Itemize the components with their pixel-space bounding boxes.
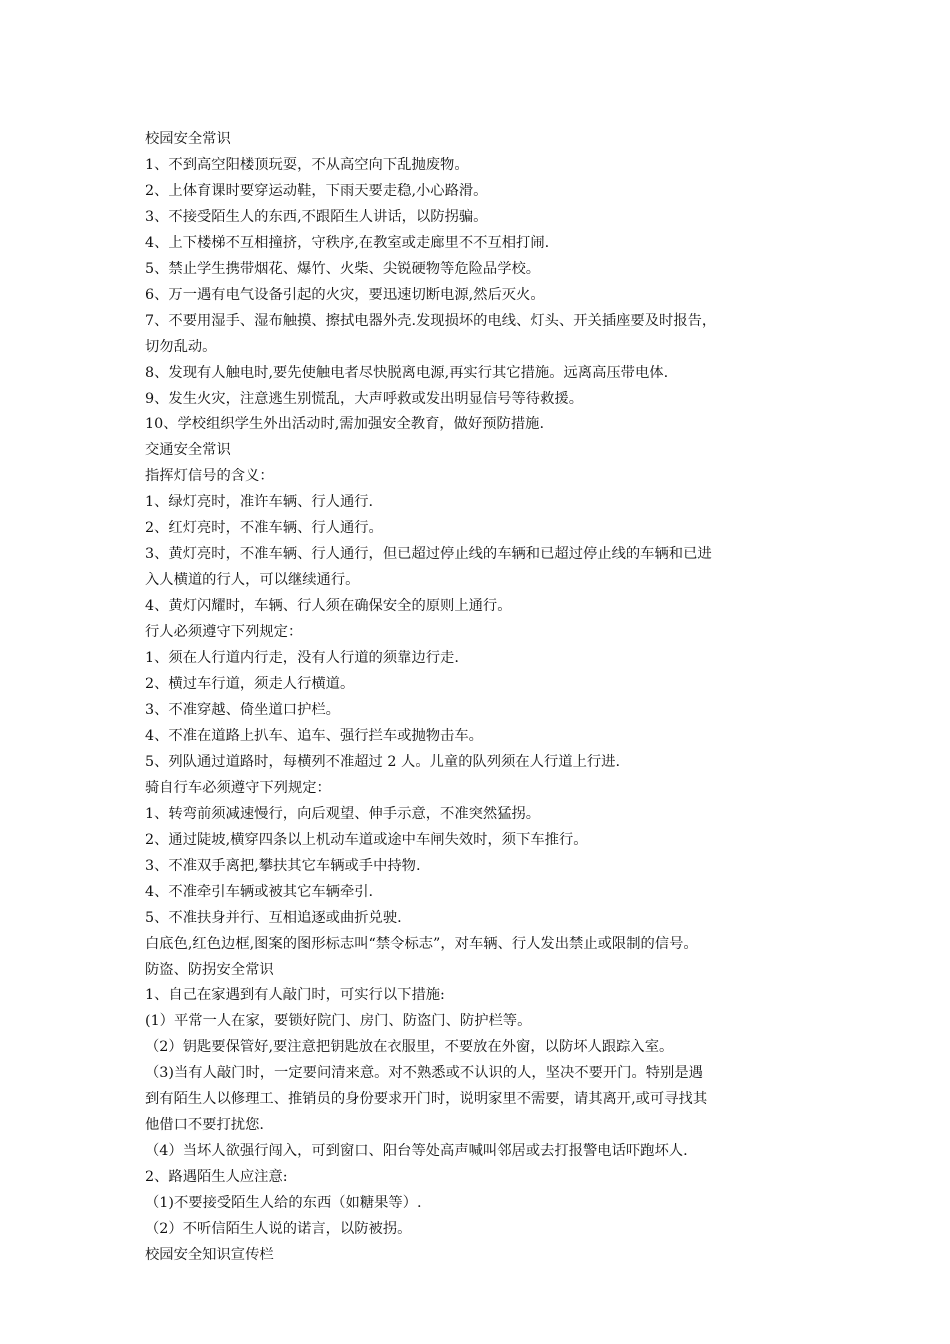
paragraph-line: 白底色,红色边框,图案的图形标志叫“禁令标志”，对车辆、行人发出禁止或限制的信号。 bbox=[145, 935, 698, 952]
paragraph-line: 1、须在人行道内行走，没有人行道的须靠边行走. bbox=[145, 650, 459, 667]
paragraph-line: 2、横过车行道，须走人行横道。 bbox=[145, 676, 355, 693]
paragraph-line: 2、上体育课时要穿运动鞋，下雨天要走稳,小心路滑。 bbox=[145, 182, 488, 199]
paragraph-line: 4、黄灯闪耀时，车辆、行人须在确保安全的原则上通行。 bbox=[145, 598, 512, 615]
paragraph-line: 5、列队通过道路时，每横列不准超过 2 人。儿童的队列须在人行道上行进. bbox=[145, 753, 621, 770]
paragraph-line: 1、不到高空阳楼顶玩耍，不从高空向下乱抛废物。 bbox=[145, 156, 469, 173]
subheading-cyclist-rules: 骑自行车必须遵守下列规定： bbox=[145, 779, 331, 796]
paragraph-line: 3、不接受陌生人的东西,不跟陌生人讲话，以防拐骗。 bbox=[145, 208, 488, 225]
paragraph-line: 2、路遇陌生人应注意: bbox=[145, 1169, 288, 1186]
paragraph-line: 入人横道的行人，可以继续通行。 bbox=[145, 572, 360, 589]
paragraph-line: (1）平常一人在家，要锁好院门、房门、防盗门、防护栏等。 bbox=[145, 1013, 532, 1030]
paragraph-line: 5、不准扶身并行、互相追逐或曲折兑驶. bbox=[145, 909, 402, 926]
paragraph-line: 他借口不要打扰您. bbox=[145, 1117, 264, 1134]
subheading-pedestrian-rules: 行人必须遵守下列规定： bbox=[145, 624, 303, 641]
subheading-signal-lights: 指挥灯信号的含义： bbox=[145, 468, 274, 485]
paragraph-line: 3、不准双手离把,攀扶其它车辆或手中持物. bbox=[145, 857, 421, 874]
paragraph-line: 8、发现有人触电时,要先使触电者尽快脱离电源,再实行其它措施。远离高压带电体. bbox=[145, 364, 669, 381]
section-title-bulletin: 校园安全知识宣传栏 bbox=[145, 1246, 274, 1263]
paragraph-line: 7、不要用湿手、湿布触摸、擦拭电器外壳.发现损坏的电线、灯头、开关插座要及时报告， bbox=[145, 312, 717, 329]
paragraph-line: 10、学校组织学生外出活动时,需加强安全教育，做好预防措施. bbox=[145, 416, 544, 433]
paragraph-line: 切勿乱动。 bbox=[145, 338, 217, 355]
paragraph-line: 9、发生火灾，注意逃生别慌乱，大声呼救或发出明显信号等待救援。 bbox=[145, 390, 583, 407]
paragraph-line: 3、不准穿越、倚坐道口护栏。 bbox=[145, 701, 340, 718]
paragraph-line: 6、万一遇有电气设备引起的火灾，要迅速切断电源,然后灭火。 bbox=[145, 286, 545, 303]
paragraph-line: 4、上下楼梯不互相撞挤，守秩序,在教室或走廊里不不互相打闹. bbox=[145, 234, 550, 251]
paragraph-line: 2、红灯亮时，不准车辆、行人通行。 bbox=[145, 520, 383, 537]
paragraph-line: （2）钥匙要保管好,要注意把钥匙放在衣服里，不要放在外窗，以防坏人跟踪入室。 bbox=[145, 1039, 674, 1056]
paragraph-line: 3、黄灯亮时，不准车辆、行人通行，但已超过停止线的车辆和已超过停止线的车辆和已进 bbox=[145, 546, 712, 563]
paragraph-line: （4）当坏人欲强行闯入，可到窗口、阳台等处高声喊叫邻居或去打报警电话吓跑坏人. bbox=[145, 1143, 688, 1160]
paragraph-line: （2）不听信陌生人说的诺言，以防被拐。 bbox=[145, 1221, 412, 1238]
paragraph-line: 5、禁止学生携带烟花、爆竹、火柴、尖锐硬物等危险品学校。 bbox=[145, 260, 541, 277]
paragraph-line: （3)当有人敲门时，一定要问清来意。对不熟悉或不认识的人，坚决不要开门。特别是遇 bbox=[145, 1065, 703, 1082]
paragraph-line: 4、不准在道路上扒车、追车、强行拦车或抛物击车。 bbox=[145, 727, 483, 744]
paragraph-line: 2、通过陡坡,横穿四条以上机动车道或途中车闸失效时，须下车推行。 bbox=[145, 831, 588, 848]
paragraph-line: 1、绿灯亮时，准许车辆、行人通行. bbox=[145, 494, 374, 511]
paragraph-line: 4、不准牵引车辆或被其它车辆牵引. bbox=[145, 883, 374, 900]
section-title-traffic-safety: 交通安全常识 bbox=[145, 442, 231, 459]
section-title-anti-theft: 防盗、防拐安全常识 bbox=[145, 961, 274, 978]
paragraph-line: 1、自己在家遇到有人敲门时，可实行以下措施: bbox=[145, 987, 445, 1004]
document-body bbox=[145, 127, 825, 1269]
section-title-campus-safety: 校园安全常识 bbox=[145, 131, 231, 147]
paragraph-line: 1、转弯前须减速慢行，向后观望、伸手示意，不准突然猛拐。 bbox=[145, 805, 541, 822]
paragraph-line: （1)不要接受陌生人给的东西（如糖果等）. bbox=[145, 1195, 422, 1212]
paragraph-line: 到有陌生人以修理工、推销员的身份要求开门时，说明家里不需要，请其离开,或可寻找其 bbox=[145, 1091, 708, 1108]
